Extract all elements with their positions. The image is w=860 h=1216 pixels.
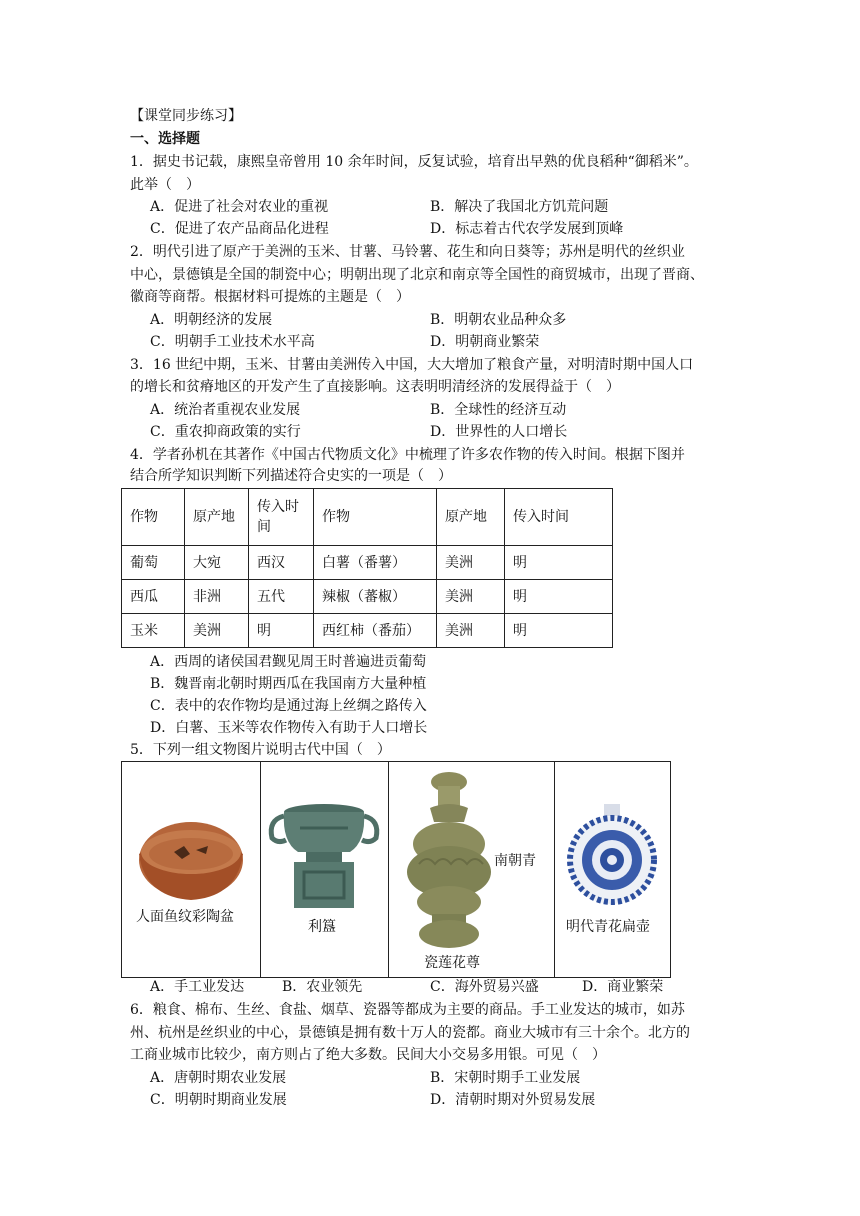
q6-stem-line3: 工商业城市比较少，南方则占了绝大多数。民间大小交易多用银。可见（ ） bbox=[130, 1047, 606, 1063]
table-cell: 美洲 bbox=[437, 546, 505, 580]
q4-stem-line1: 4．学者孙机在其著作《中国古代物质文化》中梳理了许多农作物的传入时间。根据下图并 bbox=[130, 447, 685, 463]
bronze-gui-image bbox=[260, 772, 388, 912]
relic-caption-flask: 明代青花扁壶 bbox=[566, 919, 650, 935]
q6-option-b: B．宋朝时期手工业发展 bbox=[430, 1070, 581, 1086]
table-cell: 美洲 bbox=[185, 614, 249, 648]
table-cell: 明 bbox=[505, 546, 613, 580]
relic-caption-zun-top: 南朝青 bbox=[494, 853, 536, 869]
q4-option-a: A．西周的诸侯国君觐见周王时普遍进贡葡萄 bbox=[150, 654, 427, 670]
q4-stem-line2: 结合所学知识判断下列描述符合史实的一项是（ ） bbox=[130, 468, 452, 484]
q4-option-b: B．魏晋南北朝时期西瓜在我国南方大量种植 bbox=[150, 676, 427, 692]
relics-figure bbox=[121, 761, 671, 978]
q5-option-a: A．手工业发达 bbox=[150, 979, 245, 995]
table-cell: 五代 bbox=[249, 580, 314, 614]
q2-stem-line2: 中心，景德镇是全国的制瓷中心；明朝出现了北京和南京等全国性的商贸城市，出现了晋商、 bbox=[130, 267, 704, 283]
q2-stem-line1: 2．明代引进了原产于美洲的玉米、甘薯、马铃薯、花生和向日葵等；苏州是明代的丝织业 bbox=[130, 244, 685, 260]
q4-option-d: D．白薯、玉米等农作物传入有助于人口增长 bbox=[150, 720, 428, 736]
relic-cell-zun bbox=[388, 762, 555, 977]
q3-option-c: C．重农抑商政策的实行 bbox=[150, 424, 301, 440]
table-header-cell: 传入时间 bbox=[505, 489, 613, 546]
q1-option-c: C．促进了农产品商品化进程 bbox=[150, 221, 329, 237]
q4-option-c: C．表中的农作物均是通过海上丝绸之路传入 bbox=[150, 698, 427, 714]
table-header-cell: 原产地 bbox=[185, 489, 249, 546]
q1-option-d: D．标志着古代农学发展到顶峰 bbox=[430, 221, 624, 237]
table-row bbox=[122, 580, 613, 614]
q1-stem-line1: 1．据史书记载，康熙皇帝曾用 10 余年时间，反复试验，培育出早熟的优良稻种“御稻米”。 bbox=[130, 154, 698, 170]
table-row bbox=[122, 546, 613, 580]
q2-option-d: D．明朝商业繁荣 bbox=[430, 334, 540, 350]
relic-caption-gui: 利簋 bbox=[308, 919, 336, 935]
table-header-cell bbox=[249, 489, 314, 546]
table-cell: 西红柿（番茄） bbox=[314, 614, 437, 648]
q2-option-a: A．明朝经济的发展 bbox=[150, 312, 273, 328]
q5-stem: 5．下列一组文物图片说明古代中国（ ） bbox=[130, 742, 391, 758]
q6-option-c: C．明朝时期商业发展 bbox=[150, 1092, 287, 1108]
q6-stem-line2: 州、杭州是丝织业的中心，景德镇是拥有数十万人的瓷都。商业大城市有三十余个。北方的 bbox=[130, 1025, 690, 1041]
q1-option-a: A．促进了社会对农业的重视 bbox=[150, 199, 329, 215]
section-subheader: 一、选择题 bbox=[130, 131, 200, 147]
q3-stem-line1: 3．16 世纪中期，玉米、甘薯由美洲传入中国，大大增加了粮食产量，对明清时期中国人口 bbox=[130, 357, 694, 373]
table-cell: 明 bbox=[505, 580, 613, 614]
table-cell: 大宛 bbox=[185, 546, 249, 580]
table-row bbox=[122, 614, 613, 648]
table-cell: 玉米 bbox=[122, 614, 185, 648]
table-header-row bbox=[122, 489, 613, 546]
q6-stem-line1: 6．粮食、棉布、生丝、食盐、烟草、瓷器等都成为主要的商品。手工业发达的城市，如苏 bbox=[130, 1002, 685, 1018]
table-cell: 非洲 bbox=[185, 580, 249, 614]
table-cell: 明 bbox=[249, 614, 314, 648]
table-cell: 白薯（番薯） bbox=[314, 546, 437, 580]
q3-option-a: A．统治者重视农业发展 bbox=[150, 402, 301, 418]
q6-option-a: A．唐朝时期农业发展 bbox=[150, 1070, 287, 1086]
q3-option-b: B．全球性的经济互动 bbox=[430, 402, 567, 418]
q2-option-b: B．明朝农业品种众多 bbox=[430, 312, 567, 328]
section-header: 【课堂同步练习】 bbox=[130, 108, 242, 124]
header-time-part2: 间 bbox=[257, 519, 271, 535]
celadon-zun-image bbox=[394, 768, 504, 953]
relic-cell-pot bbox=[122, 762, 261, 977]
q3-stem-line2: 的增长和贫瘠地区的开发产生了直接影响。这表明明清经济的发展得益于（ ） bbox=[130, 379, 620, 395]
table-cell: 西汉 bbox=[249, 546, 314, 580]
q6-option-d: D．清朝时期对外贸易发展 bbox=[430, 1092, 596, 1108]
q1-option-b: B．解决了我国北方饥荒问题 bbox=[430, 199, 609, 215]
q5-option-c: C．海外贸易兴盛 bbox=[430, 979, 539, 995]
table-cell: 美洲 bbox=[437, 580, 505, 614]
table-cell: 葡萄 bbox=[122, 546, 185, 580]
q5-option-b: B．农业领先 bbox=[282, 979, 363, 995]
q2-stem-line3: 徽商等商帮。根据材料可提炼的主题是（ ） bbox=[130, 289, 410, 305]
relic-cell-flask bbox=[554, 762, 670, 977]
relic-caption-zun-bottom: 瓷莲花尊 bbox=[424, 955, 480, 971]
q1-stem-line2: 此举（ ） bbox=[130, 177, 200, 193]
q2-option-c: C．明朝手工业技术水平高 bbox=[150, 334, 315, 350]
table-header-cell: 作物 bbox=[122, 489, 185, 546]
table-header-cell: 原产地 bbox=[437, 489, 505, 546]
crops-table bbox=[121, 488, 613, 648]
table-header-cell: 作物 bbox=[314, 489, 437, 546]
table-cell: 辣椒（蕃椒） bbox=[314, 580, 437, 614]
pottery-basin-image bbox=[122, 802, 260, 922]
header-time-part1: 传入时 bbox=[257, 499, 299, 515]
q3-option-d: D．世界性的人口增长 bbox=[430, 424, 568, 440]
table-cell: 西瓜 bbox=[122, 580, 185, 614]
table-cell: 美洲 bbox=[437, 614, 505, 648]
relic-caption-pot: 人面鱼纹彩陶盆 bbox=[136, 909, 234, 925]
porcelain-flask-image bbox=[554, 802, 670, 912]
q5-option-d: D．商业繁荣 bbox=[582, 979, 664, 995]
table-cell: 明 bbox=[505, 614, 613, 648]
relic-cell-gui bbox=[260, 762, 389, 977]
